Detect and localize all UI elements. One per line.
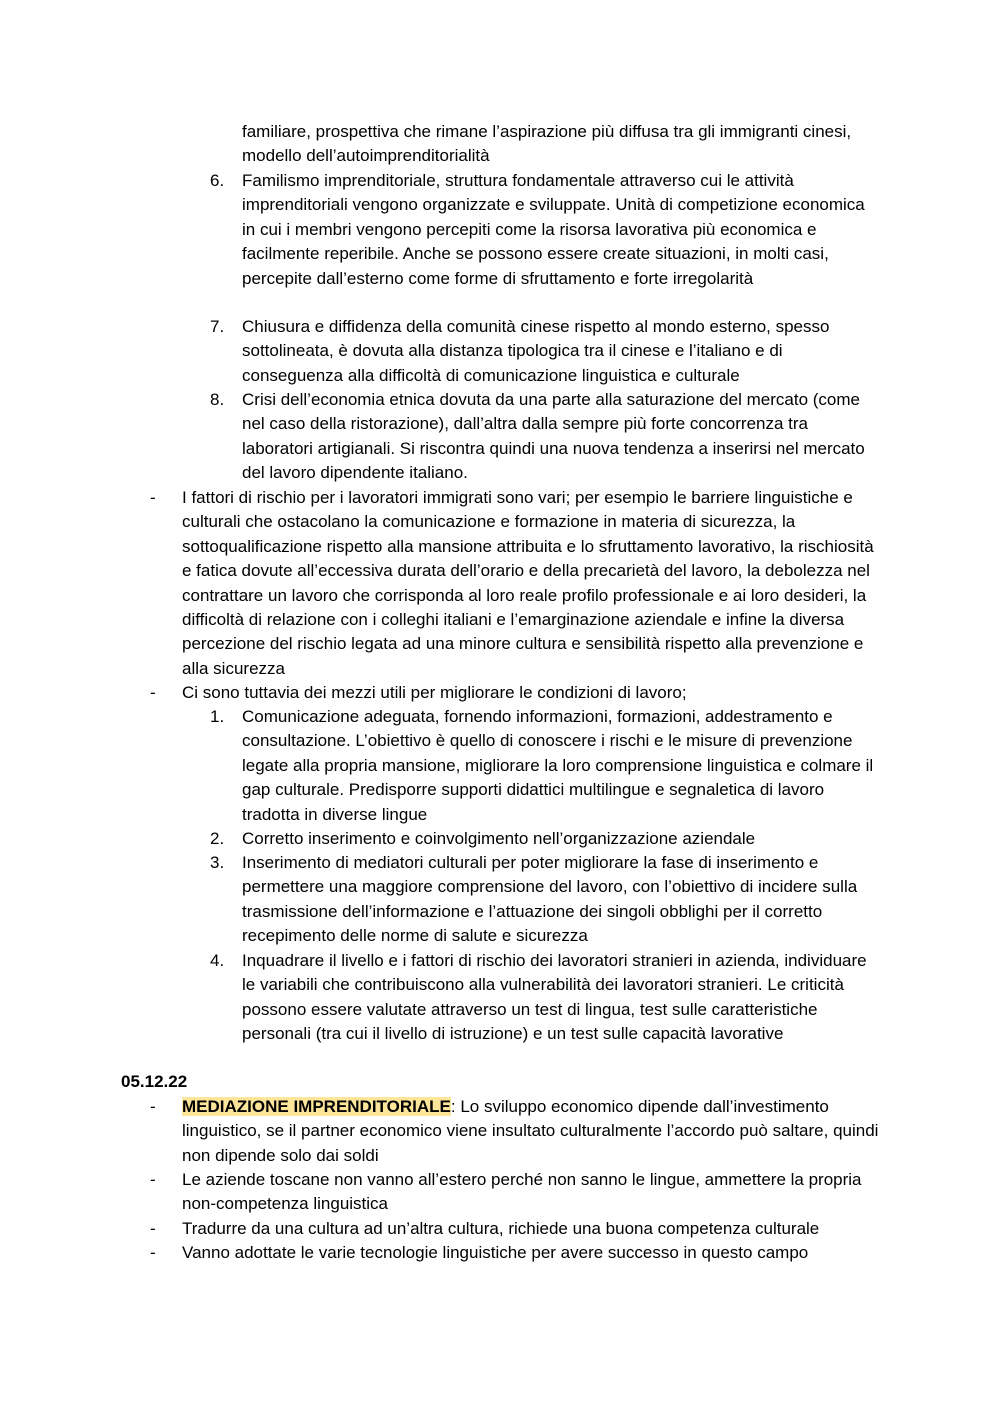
bullet-marker: - — [150, 683, 156, 702]
list-marker: 4. — [210, 951, 225, 970]
bullet-item: I fattori di rischio per i lavoratori immigrati sono vari; per esempio le barriere linguistiche e culturali che ostacolano la comunicazione e formazione in materia di sicurezza, la sottoqualificazione rispetto alla mansione attribuita e lo sfruttamento lavorativo, la rischiosità e fatica dovute all’eccessiva durata dell’orario e della precarietà del lavoro, la debolezza nel contrattare un lavoro che corrisponda al loro reale profilo professionale e ai loro desideri, la difficoltà di relazione con i colleghi italiani e l’emarginazione aziendale e infine la diversa percezione del rischio legata ad una minore cultura e sensibilità rispetto alla prevenzione e alla sicurezza — [182, 488, 874, 678]
list-marker: 8. — [210, 390, 225, 409]
bullet-item: Le aziende toscane non vanno all’estero perché non sanno le lingue, ammettere la propria non-competenza linguistica — [182, 1170, 862, 1214]
bullet-item: Tradurre da una cultura ad un’altra cultura, richiede una buona competenza culturale — [182, 1219, 820, 1238]
list-item: Inquadrare il livello e i fattori di rischio dei lavoratori stranieri in azienda, individuare le variabili che contribuiscono alla vulnerabilità dei lavoratori stranieri. Le criticità possono essere valutate attraverso un test di lingua, test sulle caratteristiche personali (tra cui il livello di istruzione) e un test sulle capacità lavorative — [242, 951, 867, 1044]
list-item: Crisi dell’economia etnica dovuta da una parte alla saturazione del mercato (come nel caso della ristorazione), dall’altra dalla sempre più forte concorrenza tra laboratori artigianali. Si riscontra quindi una nuova tendenza a inserirsi nel mercato del lavoro dipendente italiano. — [242, 390, 865, 483]
list-marker: 6. — [210, 171, 225, 190]
bullet-marker: - — [150, 1097, 156, 1116]
list-marker: 1. — [210, 707, 225, 726]
list-marker: 2. — [210, 829, 225, 848]
bullet-item-highlighted — [182, 1095, 882, 1168]
list-item: Inserimento di mediatori culturali per poter migliorare la fase di inserimento e permettere una maggiore comprensione del lavoro, con l’obiettivo di incidere sulla trasmissione dell’informazione e l’attuazione dei singoli obblighi per il corretto recepimento delle norme di salute e sicurezza — [242, 853, 858, 946]
bullet-item: Ci sono tuttavia dei mezzi utili per migliorare le condizioni di lavoro; — [182, 683, 687, 702]
list-item: Comunicazione adeguata, fornendo informazioni, formazioni, addestramento e consultazione. L’obiettivo è quello di conoscere i rischi e le misure di prevenzione legate alla propria mansione, migliorare la loro comprensione linguistica e colmare il gap culturale. Predisporre supporti didattici multilingue e segnaletica di lavoro tradotta in diverse lingue — [242, 707, 874, 824]
bullet-marker: - — [150, 1170, 156, 1189]
highlighted-term: MEDIAZIONE IMPRENDITORIALE — [182, 1097, 451, 1116]
date-heading: 05.12.22 — [121, 1072, 188, 1091]
bullet-marker: - — [150, 1219, 156, 1238]
list-marker: 7. — [210, 317, 225, 336]
bullet-item: Vanno adottate le varie tecnologie linguistiche per avere successo in questo campo — [182, 1243, 809, 1262]
bullet-marker: - — [150, 1243, 156, 1262]
bullet-marker: - — [150, 488, 156, 507]
list-item: Familismo imprenditoriale, struttura fondamentale attraverso cui le attività imprenditoriali vengono organizzate e sviluppate. Unità di competizione economica in cui i membri vengono percepiti come la risorsa lavorativa più economica e facilmente reperibile. Anche se possono essere create situazioni, in molti casi, percepite dall’esterno come forme di sfruttamento e forte irregolarità — [242, 171, 865, 288]
list-item: Chiusura e diffidenza della comunità cinese rispetto al mondo esterno, spesso sottolineata, è dovuta alla distanza tipologica tra il cinese e l’italiano e di conseguenza alla difficoltà di comunicazione linguistica e culturale — [242, 317, 830, 385]
list-marker: 3. — [210, 853, 225, 872]
bullet-item-text: : Lo sviluppo economico dipende dall’investimento linguistico, se il partner economico viene insultato culturalmente l’accordo può saltare, quindi non dipende solo dai soldi — [182, 1097, 879, 1165]
list-item-continuation: familiare, prospettiva che rimane l’aspirazione più diffusa tra gli immigranti cinesi, modello dell’autoimprenditorialità — [242, 122, 852, 166]
list-item: Corretto inserimento e coinvolgimento nell’organizzazione aziendale — [242, 829, 756, 848]
